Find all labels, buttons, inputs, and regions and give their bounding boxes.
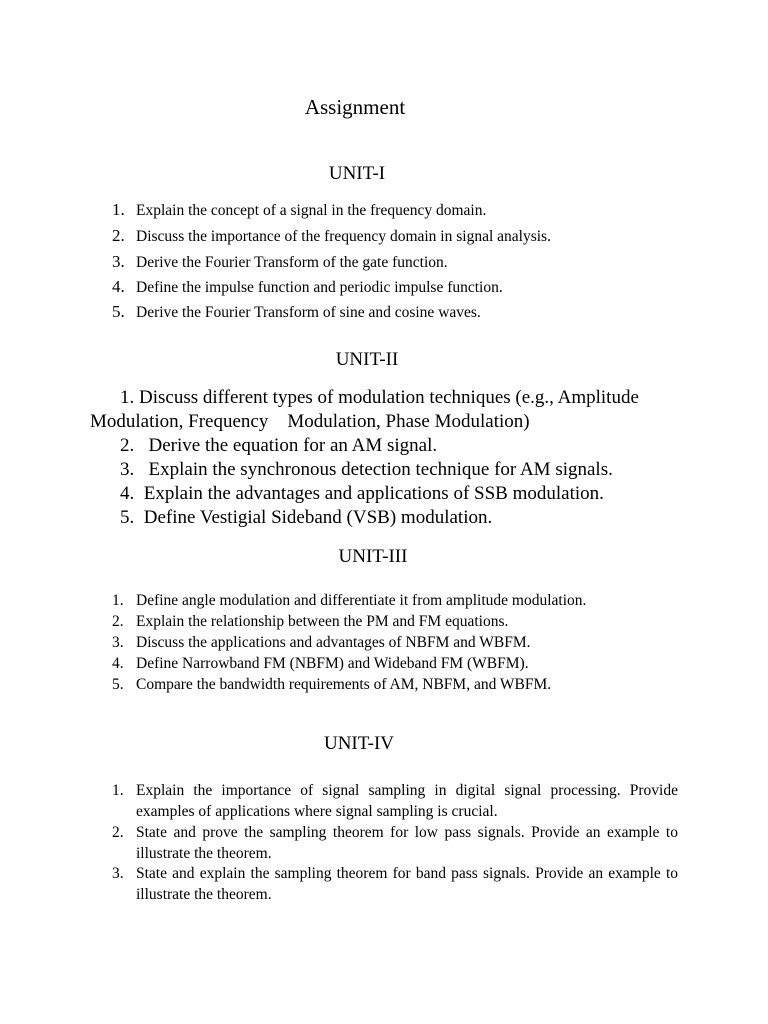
item-text: Explain the advantages and applications of SSB modulation. (143, 483, 604, 504)
item-text: Explain the concept of a signal in the frequency domain. (136, 202, 487, 219)
item-number: 5. (112, 676, 124, 693)
item-text: Define the impulse function and periodic impulse function. (136, 279, 503, 296)
item-number: 3. (112, 634, 124, 651)
unit-3-item (112, 674, 551, 695)
item-number: 2. (120, 435, 135, 456)
unit-2-item (120, 506, 492, 530)
item-number: 4. (112, 277, 125, 296)
item-number: 3. (112, 252, 125, 271)
item-text: Compare the bandwidth requirements of AM, NBFM, and WBFM. (136, 676, 552, 693)
unit-3-item (112, 632, 531, 653)
unit-1-heading: UNIT-I (328, 163, 386, 184)
item-text: Discuss the importance of the frequency domain in signal analysis. (136, 228, 551, 245)
item-text: Derive the Fourier Transform of sine and cosine waves. (136, 304, 481, 321)
unit-1-item (112, 226, 551, 247)
item-number: 4. (120, 483, 135, 504)
item-number: 3. (120, 459, 135, 480)
item-number: 3. (112, 865, 124, 882)
unit-2-item (120, 434, 437, 458)
unit-3-item (112, 611, 508, 632)
unit-1-item (112, 200, 486, 221)
item-text: Explain the importance of signal sampling in digital signal processing. Provide examples of applications where signal sampling is crucial. (136, 782, 678, 820)
item-number: 1. (112, 782, 124, 799)
item-text: Explain the relationship between the PM and FM equations. (136, 613, 509, 630)
unit-3-item (112, 590, 586, 611)
unit-2-heading: UNIT-II (335, 349, 399, 370)
item-number: 2. (112, 613, 124, 630)
item-number: 1. (112, 592, 124, 609)
item-number: 2. (112, 824, 124, 841)
item-text: Define angle modulation and differentiate it from amplitude modulation. (136, 592, 587, 609)
unit-1-item (112, 252, 448, 273)
item-text: Discuss different types of modulation techniques (e.g., Amplitude (139, 387, 639, 408)
item-text: Discuss the applications and advantages of NBFM and WBFM. (136, 634, 531, 651)
unit-2-item (120, 458, 613, 482)
unit-1-item (112, 302, 481, 323)
item-text: Derive the Fourier Transform of the gate function. (136, 254, 448, 271)
unit-1-item (112, 277, 503, 298)
unit-4-item (112, 863, 678, 905)
item-number: 5. (112, 302, 125, 321)
item-text: Define Narrowband FM (NBFM) and Wideband FM (WBFM). (136, 655, 529, 672)
item-number: 1. (120, 387, 135, 408)
item-number: 4. (112, 655, 124, 672)
document-title: Assignment (304, 95, 406, 119)
unit-3-item (112, 653, 529, 674)
item-text: Define Vestigial Sideband (VSB) modulation. (143, 507, 493, 528)
item-number: 2. (112, 226, 125, 245)
item-number: 1. (112, 200, 125, 219)
item-text: State and prove the sampling theorem for low pass signals. Provide an example to illustrate the theorem. (136, 824, 678, 862)
unit-2-item (120, 482, 604, 506)
item-text: Derive the equation for an AM signal. (148, 435, 438, 456)
item-text: Explain the synchronous detection technique for AM signals. (148, 459, 613, 480)
unit-3-heading: UNIT-III (338, 546, 408, 567)
unit-2-item (120, 386, 639, 410)
unit-4-heading: UNIT-IV (323, 733, 394, 754)
unit-2-item-continuation: Modulation, Frequency Modulation, Phase Modulation) (90, 411, 530, 432)
item-number: 5. (120, 507, 135, 528)
item-text: State and explain the sampling theorem for band pass signals. Provide an example to illustrate the theorem. (136, 865, 678, 903)
unit-4-item (112, 822, 678, 864)
unit-4-item (112, 780, 678, 822)
